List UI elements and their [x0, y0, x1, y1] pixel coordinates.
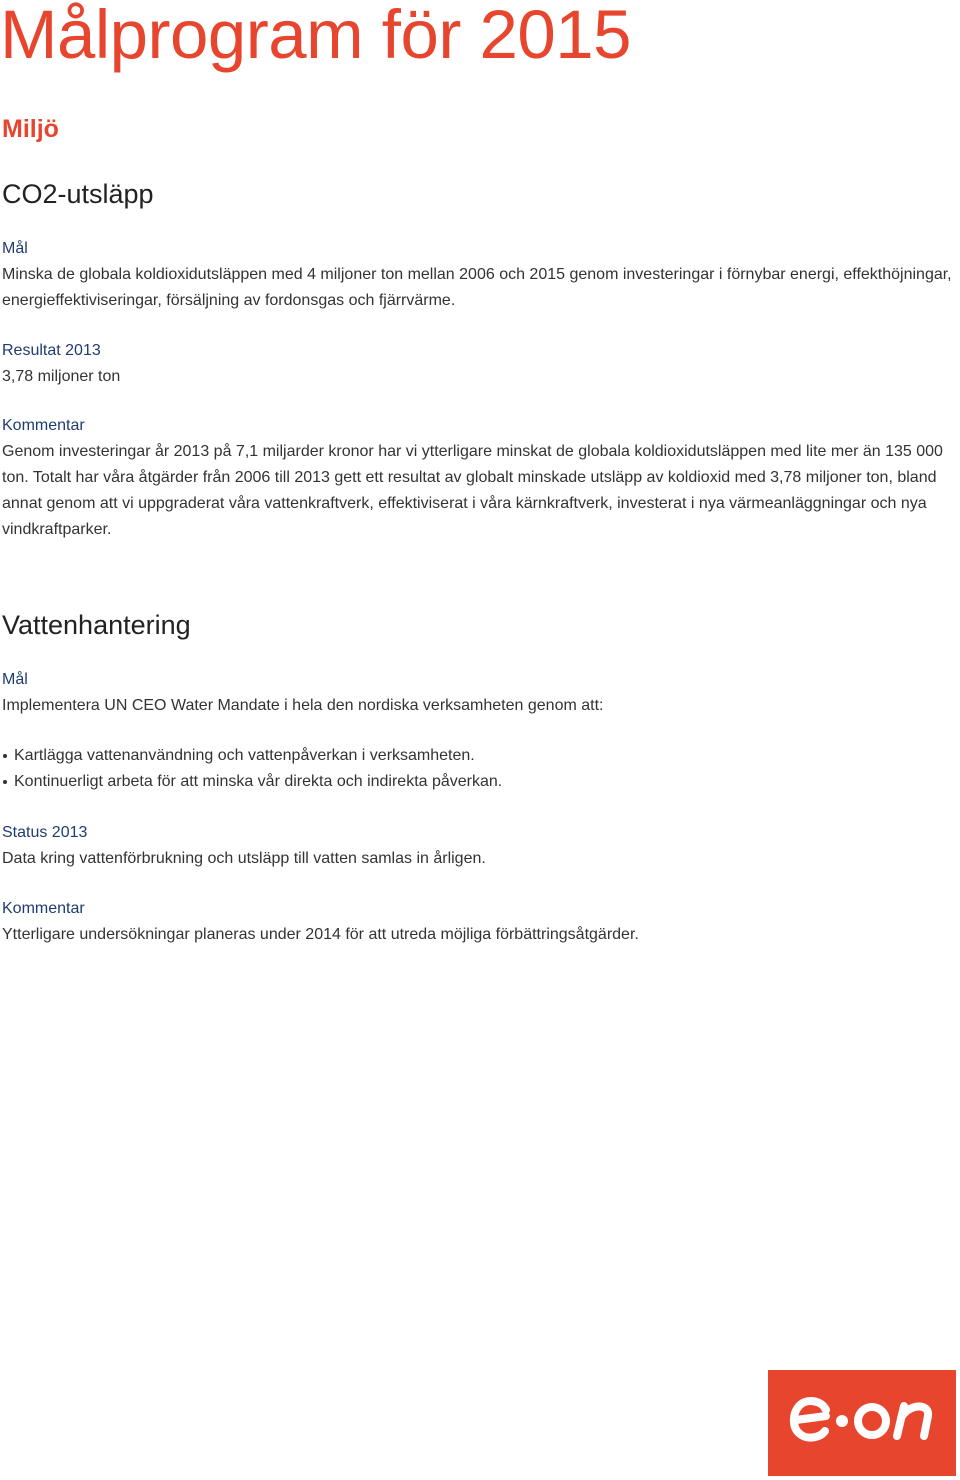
- list-item: [2, 743, 952, 769]
- section-heading-miljo: Miljö: [2, 115, 59, 143]
- water-bullet-list: [2, 743, 952, 795]
- co2-result-label: Resultat 2013: [2, 342, 101, 359]
- water-goal-label: Mål: [2, 671, 28, 688]
- section-heading-block: [2, 114, 952, 144]
- co2-goal: [2, 236, 952, 314]
- eon-logo-icon: [768, 1370, 956, 1476]
- co2-comment: [2, 413, 952, 543]
- co2-comment-text: Genom investeringar år 2013 på 7,1 miljarder kronor har vi ytterligare minskat de globala koldioxidutsläppen med lite mer än 135 000 ton. Totalt har våra åtgärder från 2006 till 2013 gett ett resultat av globalt minskade utsläpp av koldioxid med 3,78 miljoner ton, bland annat genom att vi uppgraderat våra vattenkraftverk, effektiviserat i våra kärnkraftverk, investerat i nya värmeanläggningar och nya vindkraftparker.: [2, 443, 943, 538]
- water-status: [2, 820, 952, 872]
- water-goal-text: Implementera UN CEO Water Mandate i hela den nordiska verksamheten genom att:: [2, 697, 604, 714]
- co2-goal-label: Mål: [2, 240, 28, 257]
- co2-heading: CO2-utsläpp: [2, 179, 154, 209]
- list-item: [2, 769, 952, 795]
- bullet-text: Kontinuerligt arbeta för att minska vår direkta och indirekta påverkan.: [14, 773, 503, 790]
- water-comment-text: Ytterligare undersökningar planeras under 2014 för att utreda möjliga förbättringsåtgärder.: [2, 926, 639, 943]
- water-status-text: Data kring vattenförbrukning och utsläpp till vatten samlas in årligen.: [2, 850, 486, 867]
- page-title: Målprogram för 2015: [0, 0, 631, 73]
- bullet-text: Kartlägga vattenanvändning och vattenpåverkan i verksamheten.: [14, 747, 475, 764]
- logo-dot: [836, 1415, 848, 1427]
- water-goal: [2, 667, 952, 719]
- co2-goal-text: Minska de globala koldioxidutsläppen med 4 miljoner ton mellan 2006 och 2015 genom investeringar i förnybar energi, effekthöjningar, energieffektiviseringar, försäljning av fordonsgas och fjärrvärme.: [2, 266, 952, 309]
- water-section: [2, 609, 952, 641]
- water-comment: [2, 896, 952, 948]
- co2-result-text: 3,78 miljoner ton: [2, 368, 121, 385]
- water-bullets: [2, 743, 952, 795]
- water-status-label: Status 2013: [2, 824, 88, 841]
- bullet-dot: [3, 754, 7, 758]
- co2-comment-label: Kommentar: [2, 417, 85, 434]
- water-heading: Vattenhantering: [2, 610, 191, 640]
- bullet-dot: [3, 780, 7, 784]
- co2-section: [2, 178, 952, 210]
- water-comment-label: Kommentar: [2, 900, 85, 917]
- co2-result: [2, 338, 952, 390]
- eon-logo: [768, 1370, 956, 1476]
